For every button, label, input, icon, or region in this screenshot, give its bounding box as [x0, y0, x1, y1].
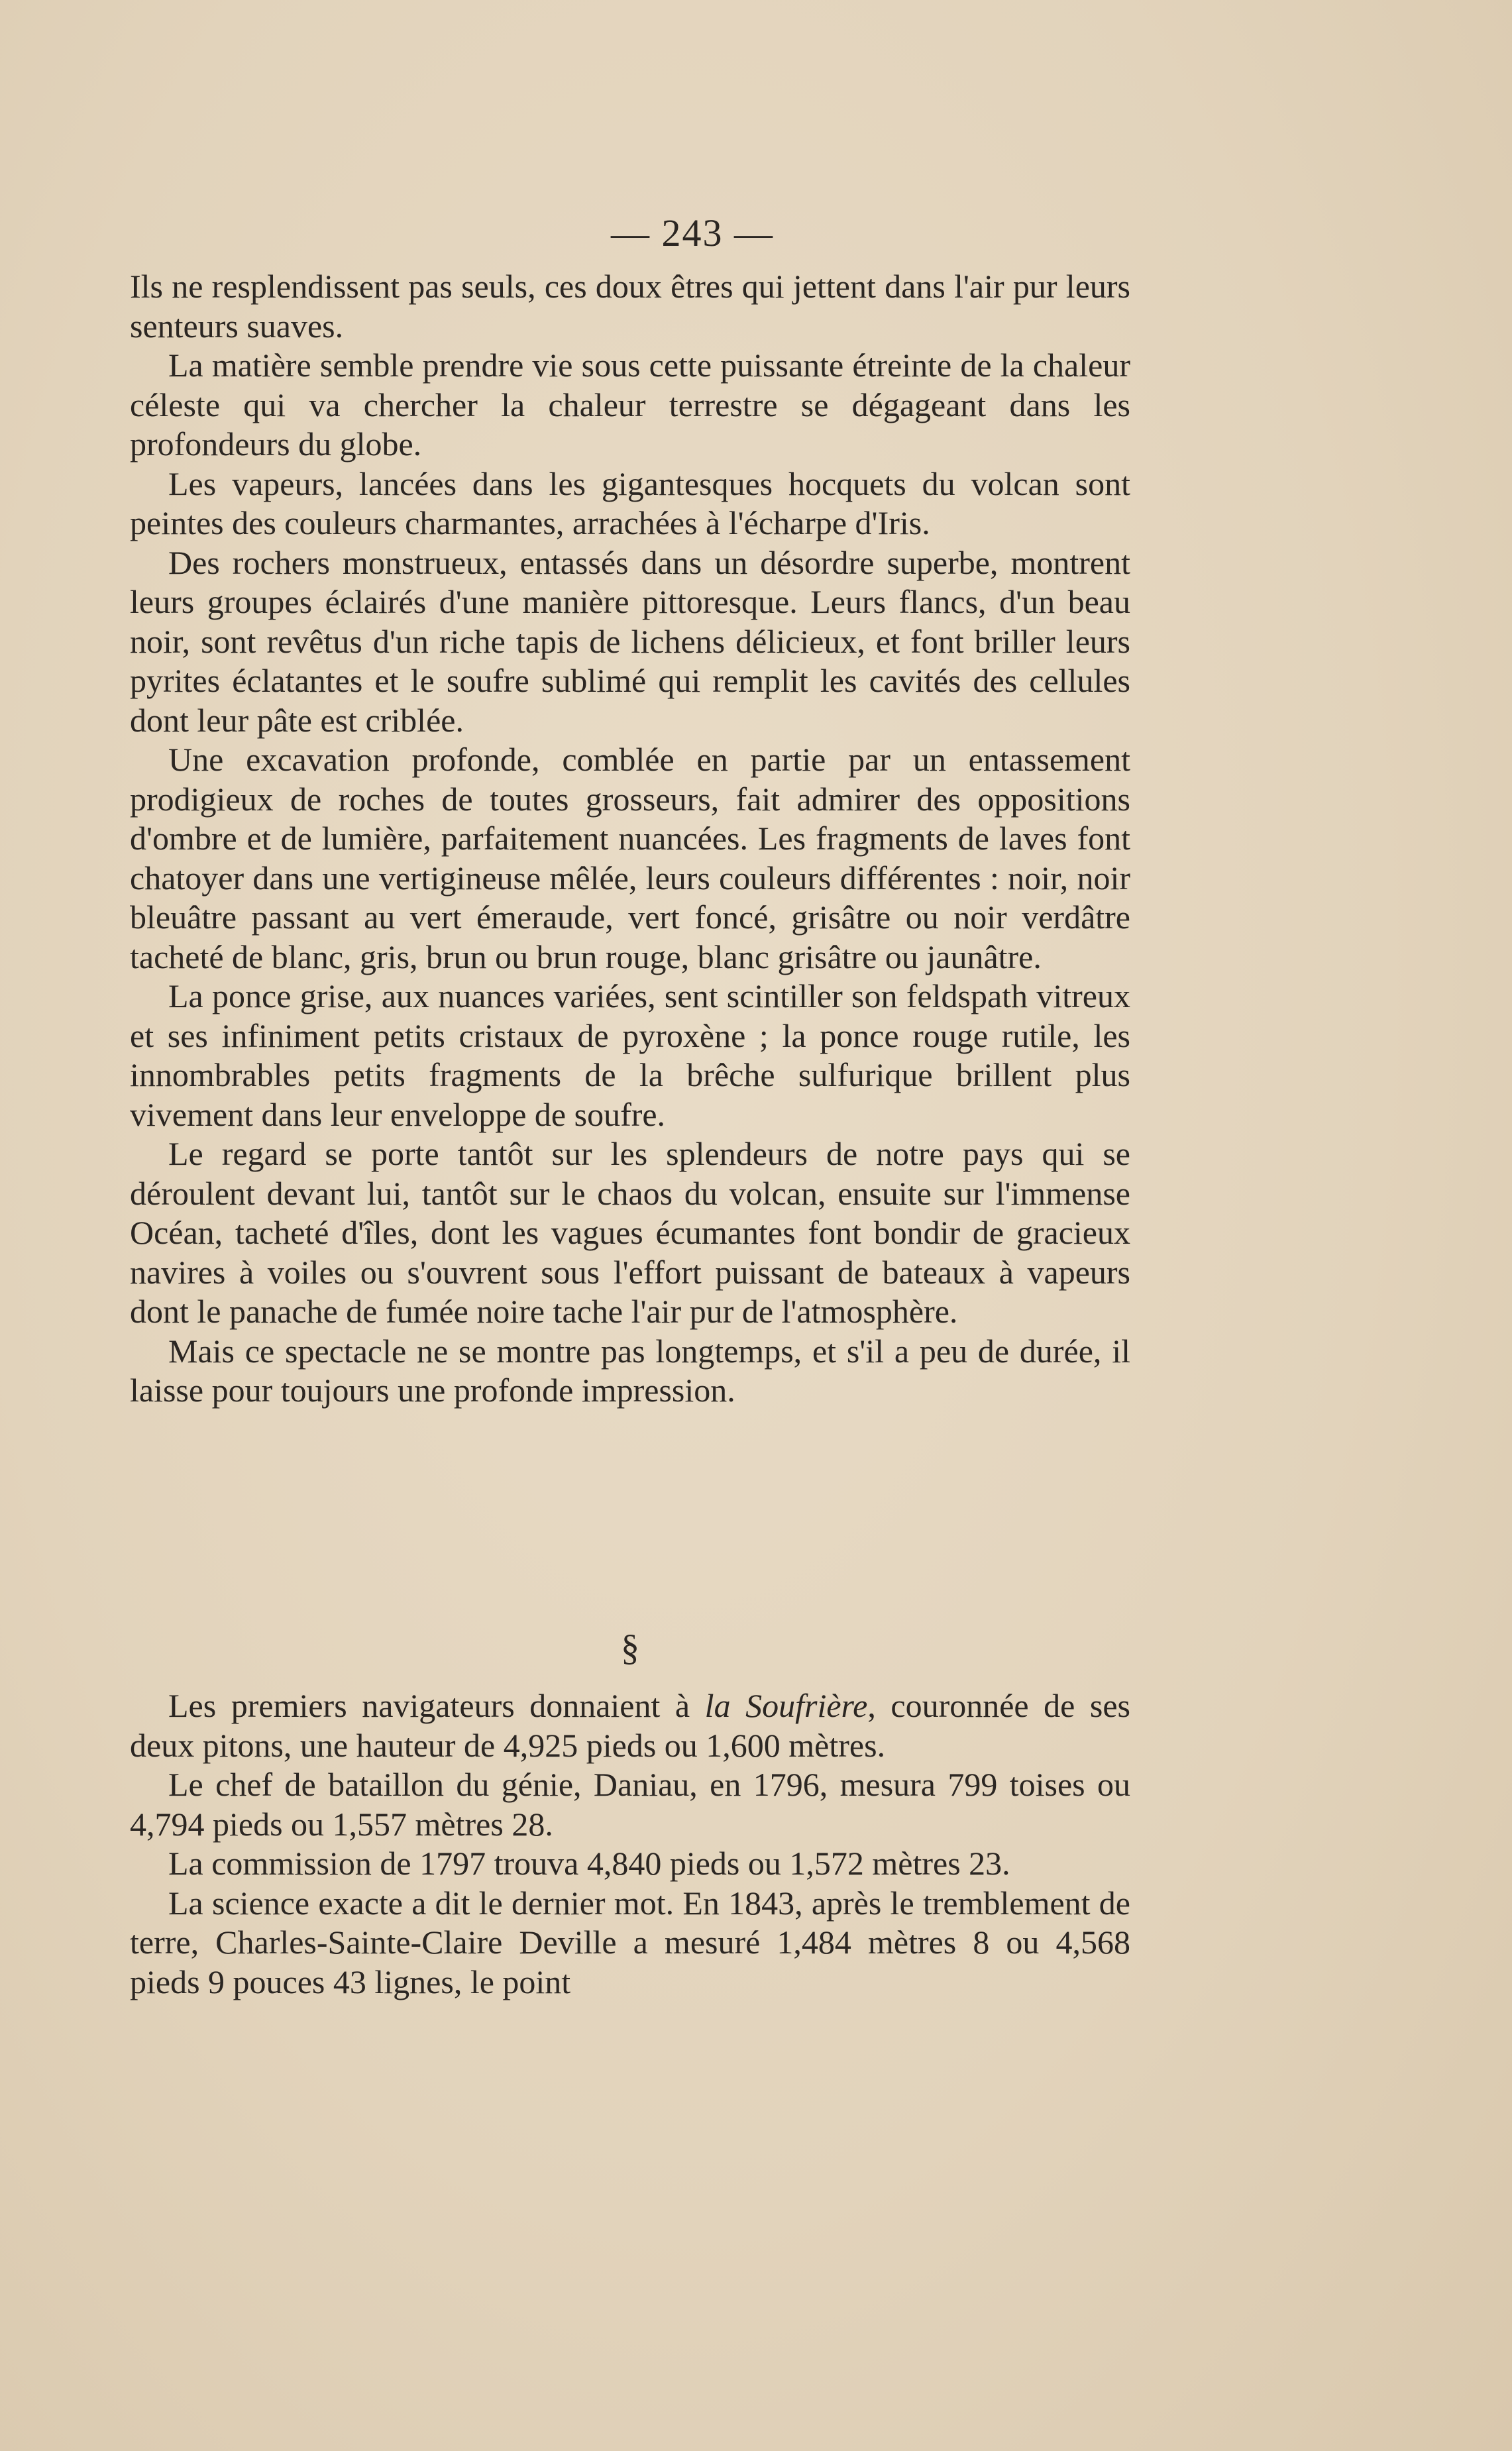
paragraph-7: Le regard se porte tantôt sur les splendeurs de notre pays qui se déroulent devant lui, tantôt sur le chaos du volcan, ensuite sur l'immense Océan, tacheté d'îles, dont les vagues écumantes font bondir de gracieux navires à voiles ou s'ouvrent sous l'effort puissant de bateaux à vapeurs dont le panache de fumée noire tache l'air pur de l'atmosphère.: [130, 1135, 1130, 1330]
paragraph-9-start: Les premiers navigateurs donnaient à: [168, 1687, 705, 1724]
paragraph-12: La science exacte a dit le dernier mot. En 1843, après le tremblement de terre, Charles-Sainte-Claire Deville a mesuré 1,484 mètres 8 ou 4,568 pieds 9 pouces 43 lignes, le point: [130, 1884, 1130, 2000]
paragraph-1: Ils ne resplendissent pas seuls, ces doux êtres qui jettent dans l'air pur leurs senteurs suaves.: [130, 268, 1130, 345]
paragraph-11: La commission de 1797 trouva 4,840 pieds ou 1,572 mètres 23.: [168, 1845, 1010, 1882]
paragraph-10: Le chef de bataillon du génie, Daniau, en 1796, mesura 799 toises ou 4,794 pieds ou 1,557 mètres 28.: [130, 1766, 1130, 1843]
soufriere-italic: la Soufrière: [704, 1687, 868, 1724]
paragraph-2: La matière semble prendre vie sous cette puissante étreinte de la chaleur céleste qui va chercher la chaleur terrestre se dégageant dans les profondeurs du globe.: [130, 347, 1130, 463]
paragraph-3: Les vapeurs, lancées dans les gigantesques hocquets du volcan sont peintes des couleurs charmantes, arrachées à l'écharpe d'Iris.: [130, 464, 1130, 541]
paragraph-9-end: , couronnée de ses deux pitons, une hauteur de 4,925 pieds ou 1,600 mètres.: [130, 1687, 1131, 1764]
text-block-main: [130, 267, 1130, 1411]
paragraph-9: [130, 1686, 1130, 1765]
text-block-section: [130, 1686, 1130, 2002]
page-number: — 243 —: [611, 211, 774, 254]
section-mark: §: [621, 1627, 639, 1668]
paragraph-6: La ponce grise, aux nuances variées, sent scintiller son feldspath vitreux et ses infiniment petits cristaux de pyroxène ; la ponce rouge rutile, les innombrables petits fragments de la brêche sulfurique brillent plus vivement dans leur enveloppe de soufre.: [130, 977, 1130, 1133]
paragraph-8: Mais ce spectacle ne se montre pas longtemps, et s'il a peu de durée, il laisse pour toujours une profonde impression.: [130, 1332, 1130, 1409]
paragraph-4: Des rochers monstrueux, entassés dans un désordre superbe, montrent leurs groupes éclairés d'une manière pittoresque. Leurs flancs, d'un beau noir, sont revêtus d'un riche tapis de lichens délicieux, et font briller leurs pyrites éclatantes et le soufre sublimé qui remplit les cavités des cellules dont leur pâte est criblée.: [130, 543, 1130, 739]
paragraph-5: Une excavation profonde, comblée en partie par un entassement prodigieux de roches de toutes grosseurs, fait admirer des oppositions d'ombre et de lumière, parfaitement nuancées. Les fragments de laves font chatoyer dans une vertigineuse mêlée, leurs couleurs différentes : noir, noir bleuâtre passant au vert émeraude, vert foncé, grisâtre ou noir verdâtre tacheté de blanc, gris, brun ou brun rouge, blanc grisâtre ou jaunâtre.: [130, 741, 1130, 975]
